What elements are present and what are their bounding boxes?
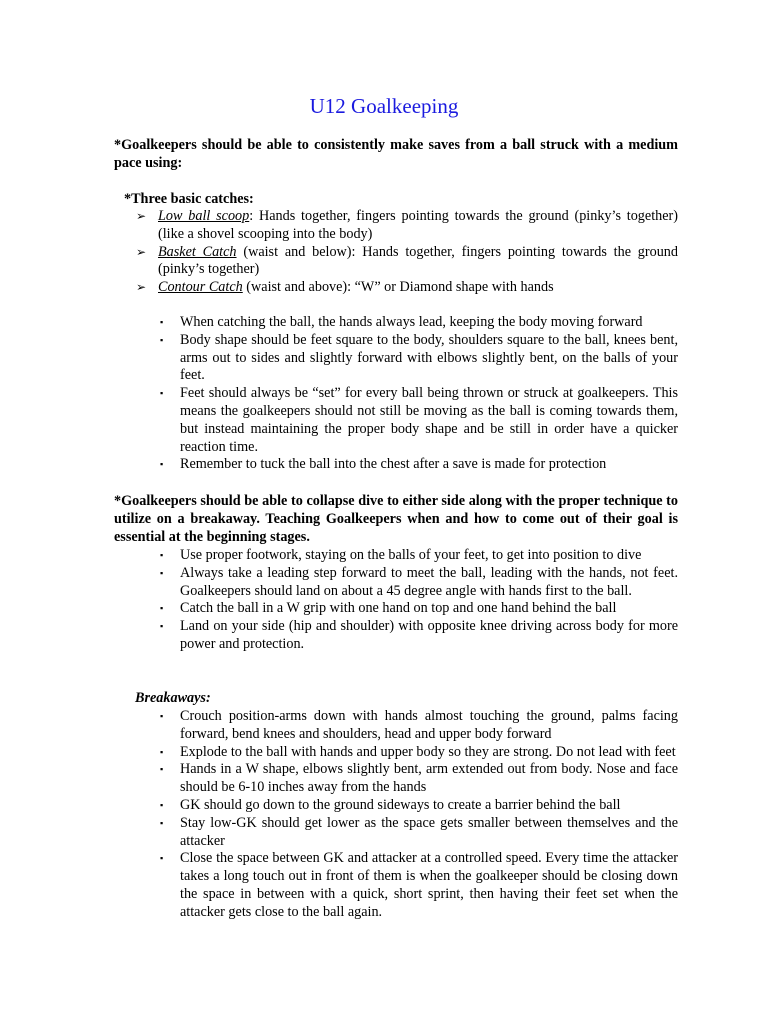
square-bullet-icon: ▪	[160, 711, 164, 721]
list-item	[158, 385, 678, 456]
list-item-text: Feet should always be “set” for every ball being thrown or struck at goalkeepers. This means the goalkeepers should not still be moving as the ball is coming towards them, but instead maintaining the proper body shape and be still in order have a quicker reaction time.	[180, 385, 678, 455]
square-bullet-icon: ▪	[160, 603, 164, 614]
list-item	[158, 618, 678, 654]
catches-heading: *Three basic catches:	[124, 191, 254, 207]
square-bullet-icon: ▪	[160, 317, 164, 327]
list-item	[158, 744, 678, 762]
list-item	[158, 761, 678, 797]
list-item-text: GK should go down to the ground sideways to create a barrier behind the ball	[180, 796, 621, 813]
breakaways-heading: Breakaways:	[135, 690, 211, 706]
catch-item	[136, 208, 678, 244]
square-bullet-icon: ▪	[160, 567, 164, 578]
catches-list	[136, 208, 678, 297]
square-bullet-icon: ▪	[160, 621, 164, 632]
list-item-text: Remember to tuck the ball into the chest after a save is made for protection	[180, 456, 607, 473]
catch-item	[136, 279, 678, 297]
catch-term: Basket Catch	[158, 243, 237, 260]
arrow-bullet-icon: ➢	[136, 280, 147, 295]
arrow-bullet-icon: ➢	[136, 244, 147, 259]
square-bullet-icon: ▪	[160, 746, 164, 757]
list-item	[158, 547, 678, 565]
list-item	[158, 708, 678, 744]
dive-points-list	[158, 547, 678, 654]
list-item	[158, 600, 678, 618]
square-bullet-icon: ▪	[160, 817, 164, 828]
list-item-text: Always take a leading step forward to meet the ball, leading with the hands, not feet. Goalkeepers should land on about a 45 degree angle with hands first to the ball.	[180, 564, 678, 599]
list-item-text: Use proper footwork, staying on the balls of your feet, to get into position to dive	[180, 547, 642, 563]
list-item	[158, 850, 678, 921]
list-item-text: Crouch position-arms down with hands almost touching the ground, palms facing forward, bend knees and shoulders, head and upper body forward	[180, 708, 678, 742]
catch-description: (waist and below): Hands together, fingers pointing towards the ground (pinky’s together)	[158, 243, 678, 278]
list-item	[158, 332, 678, 385]
list-item-text: Body shape should be feet square to the body, shoulders square to the ball, knees bent, arms out to sides and slightly forward with elbows slightly bent, on the balls of your feet.	[180, 331, 678, 384]
list-item	[158, 565, 678, 601]
list-item	[158, 815, 678, 851]
list-item-text: Stay low-GK should get lower as the space gets smaller between themselves and the attacker	[180, 814, 678, 849]
catch-description: (waist and above): “W” or Diamond shape with hands	[242, 279, 554, 296]
arrow-bullet-icon: ➢	[136, 209, 147, 223]
square-bullet-icon: ▪	[160, 799, 164, 810]
list-item-text: Land on your side (hip and shoulder) with opposite knee driving across body for more power and protection.	[180, 618, 678, 652]
list-item-text: Catch the ball in a W grip with one hand on top and one hand behind the ball	[180, 600, 617, 617]
list-item	[158, 456, 678, 474]
list-item-text: Explode to the ball with hands and upper body so they are strong. Do not lead with feet	[180, 743, 676, 760]
list-item-text: When catching the ball, the hands always lead, keeping the body moving forward	[180, 314, 643, 330]
square-bullet-icon: ▪	[160, 764, 164, 775]
catch-points-list	[158, 314, 678, 474]
square-bullet-icon: ▪	[160, 388, 164, 399]
catch-term: Low ball scoop	[158, 208, 250, 224]
square-bullet-icon: ▪	[160, 334, 164, 345]
square-bullet-icon: ▪	[160, 459, 164, 470]
list-item-text: Hands in a W shape, elbows slightly bent, arm extended out from body. Nose and face should be 6-10 inches away from the hands	[180, 761, 678, 796]
square-bullet-icon: ▪	[160, 853, 164, 864]
square-bullet-icon: ▪	[160, 550, 164, 560]
breakaway-points-list	[158, 708, 678, 922]
saves-intro: *Goalkeepers should be able to consistently make saves from a ball struck with a medium pace using:	[114, 137, 678, 171]
dive-intro: *Goalkeepers should be able to collapse dive to either side along with the proper technique to utilize on a breakaway. Teaching Goalkeepers when and how to come out of their goal is essential at the beginning stages.	[114, 493, 678, 545]
catch-description: : Hands together, fingers pointing towards the ground (pinky’s together) (like a shovel scooping into the body)	[158, 208, 678, 242]
catch-item	[136, 244, 678, 280]
list-item	[158, 797, 678, 815]
list-item	[158, 314, 678, 332]
catch-term: Contour Catch	[158, 279, 243, 296]
list-item-text: Close the space between GK and attacker at a controlled speed. Every time the attacker takes a long touch out in front of them is when the goalkeeper should be closing down the space in between with a quick, short sprint, then having their feet set when the attacker gets close to the ball again.	[180, 850, 678, 920]
page-title: U12 Goalkeeping	[309, 94, 459, 118]
